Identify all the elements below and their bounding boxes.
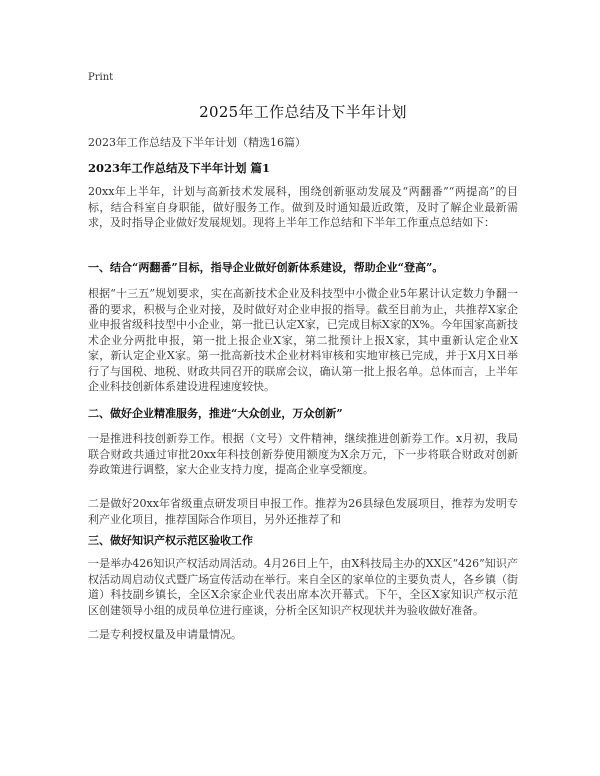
section2-paragraph-1: 一是推进科技创新券工作。根据（文号）文件精神，继续推进创新券工作。x月初，我局联合财政共通过审批20xx年科技创新券使用额度为X余万元，下一步将联合财政对创新券政策进行调整，家大企业支持力度，提高企业享受额度。 xyxy=(88,432,518,476)
intro-paragraph: 20xx年上半年，计划与高新技术发展科，围绕创新驱动发展及“两翻番”“两提高”的目标，结合科室自身职能，做好服务工作。做到及时通知最近政策，及时了解企业最新需求，及时指导企业做好发展规划。现将上半年工作总结和下半年工作重点总结如下： xyxy=(88,185,518,229)
section1-paragraph: 根据“十三五”规划要求，实在高新技术企业及科技型中小微企业5年累计认定数力争翻一番的要求，积极与企业对接，及时做好对企业申报的指导。截至目前为止，共推荐X家企业申报省级科技型中小企业，第一批已认定X家，已完成目标X家的X%。今年国家高新技术企业分两批申报，第一批上报企业X家，第二批预计上报X家，其中重新认定企业X家，新认定企业X家。第一批高新技术企业材料审核和实地审核已完成，并于X月X日举行了与国税、地税、财政共同召开的联席会议，确认第一批上报名单。总体而言，上半年企业科技创新体系建设进程速度较快。 xyxy=(88,287,518,393)
section2-paragraph-2: 二是做好20xx年省级重点研发项目申报工作。推荐为26县绿色发展项目，推荐为发明专利产业化项目，推荐国际合作项目，另外还推荐了和 xyxy=(88,497,518,526)
page-title: 2025年工作总结及下半年计划 xyxy=(199,103,407,121)
document-subtitle: 2023年工作总结及下半年计划（精选16篇） xyxy=(88,136,306,149)
section1-heading: 一、结合“两翻番”目标，指导企业做好创新体系建设，帮助企业“登高”。 xyxy=(88,261,444,274)
print-link[interactable]: Print xyxy=(88,72,114,83)
article-heading: 2023年工作总结及下半年计划 篇1 xyxy=(88,161,271,175)
section3-heading: 三、做好知识产权示范区验收工作 xyxy=(88,534,253,547)
section2-heading: 二、做好企业精准服务，推进“大众创业，万众创新” xyxy=(88,407,343,420)
section3-paragraph-2: 二是专利授权量及申请量情况。 xyxy=(88,628,242,641)
section3-paragraph-1: 一是举办426知识产权活动周活动。4月26日上午，由X科技局主办的XX区“426”知识产权活动周启动仪式暨广场宣传活动在举行。来自全区的家单位的主要负责人，各乡镇（街道）科技副乡镇长，全区X余家企业代表出席本次开幕式。下午，全区X家知识产权示范区创建领导小组的成员单位进行座谈，分析全区知识产权现状并为验收做好准备。 xyxy=(88,557,518,617)
